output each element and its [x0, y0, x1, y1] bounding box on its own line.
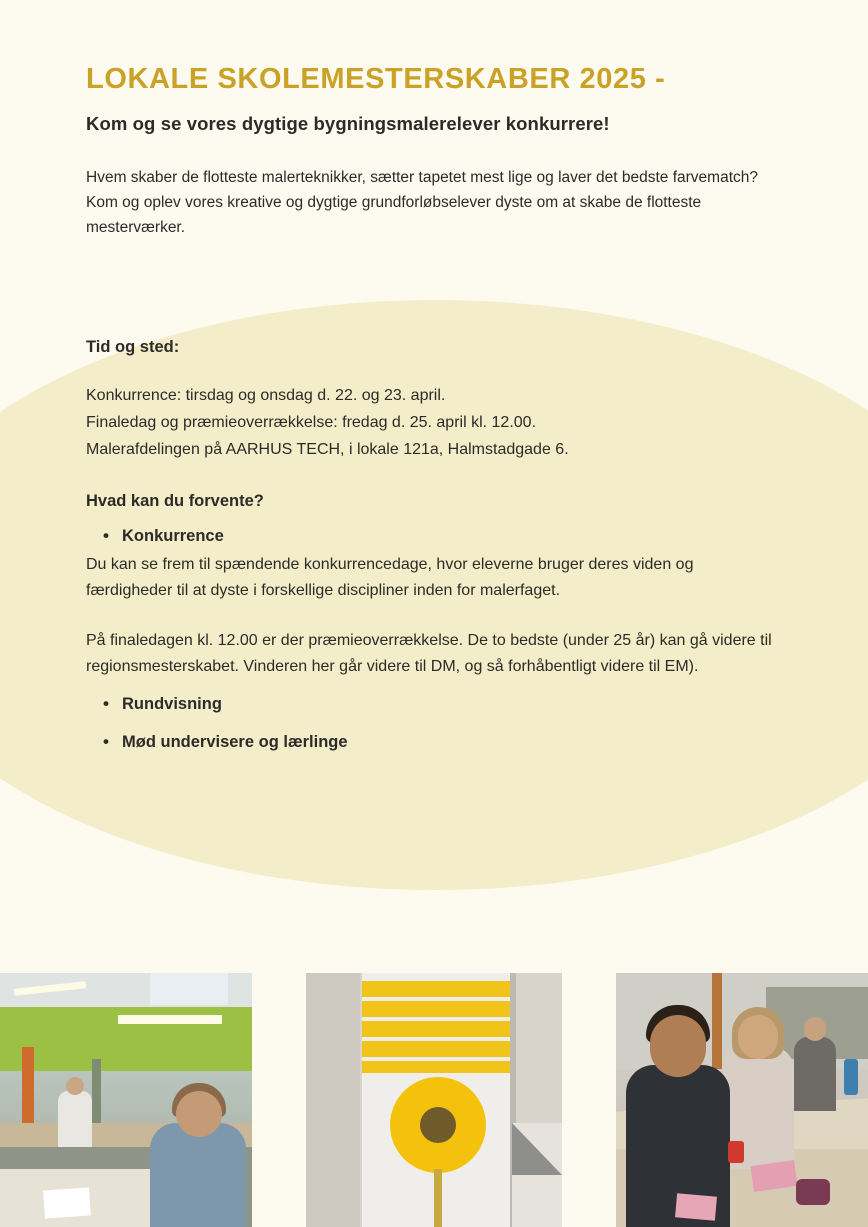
final-day-paragraph: På finaledagen kl. 12.00 er der præmieoverrækkelse. De to bedste (under 25 år) kan gå videre til regionsmesterskabet. Vinderen her går videre til DM, og så forhåbentligt videre til EM).: [86, 631, 772, 675]
when-lines: [86, 383, 782, 464]
photo-students-table: [616, 973, 868, 1227]
expect-heading: Hvad kan du forvente?: [86, 491, 264, 510]
bullet-meet: • Mød undervisere og lærlinge: [86, 731, 782, 754]
bullet-tour: • Rundvisning: [86, 693, 782, 716]
bullet-list-competition: [86, 525, 782, 548]
page-subtitle: Kom og se vores dygtige bygningsmalerelever konkurrere!: [86, 112, 610, 134]
expectations-block: [86, 492, 782, 754]
bullet-list-tour: [86, 693, 782, 716]
when-heading: Tid og sted:: [86, 338, 180, 357]
page-title: LOKALE SKOLEMESTERSKABER 2025 -: [86, 63, 666, 95]
when-line-competition: Konkurrence: tirsdag og onsdag d. 22. og 23. april.: [86, 387, 446, 405]
intro-paragraph: Hvem skaber de flotteste malerteknikker, sætter tapetet mest lige og laver det bedste farvematch? Kom og oplev vores kreative og dygtige grundforløbselever dyste om at skabe de flotteste mesterværker.: [86, 168, 758, 237]
when-line-final: Finaledag og præmieoverrækkelse: fredag d. 25. april kl. 12.00.: [86, 414, 537, 431]
bullet-competition: • Konkurrence: [86, 525, 782, 548]
when-line-location: Malerafdelingen på AARHUS TECH, i lokale 121a, Halmstadgade 6.: [86, 440, 569, 458]
bullet-list-meet: [86, 731, 782, 754]
photo-strip: [0, 973, 868, 1227]
photo-sunflower-wall: [306, 973, 562, 1227]
photo-workshop: [0, 973, 252, 1227]
competition-paragraph: Du kan se frem til spændende konkurrencedage, hvor eleverne bruger deres viden og færdigheder til at dyste i forskellige discipliner inden for malerfaget.: [86, 555, 694, 599]
when-and-where-block: [86, 338, 782, 464]
